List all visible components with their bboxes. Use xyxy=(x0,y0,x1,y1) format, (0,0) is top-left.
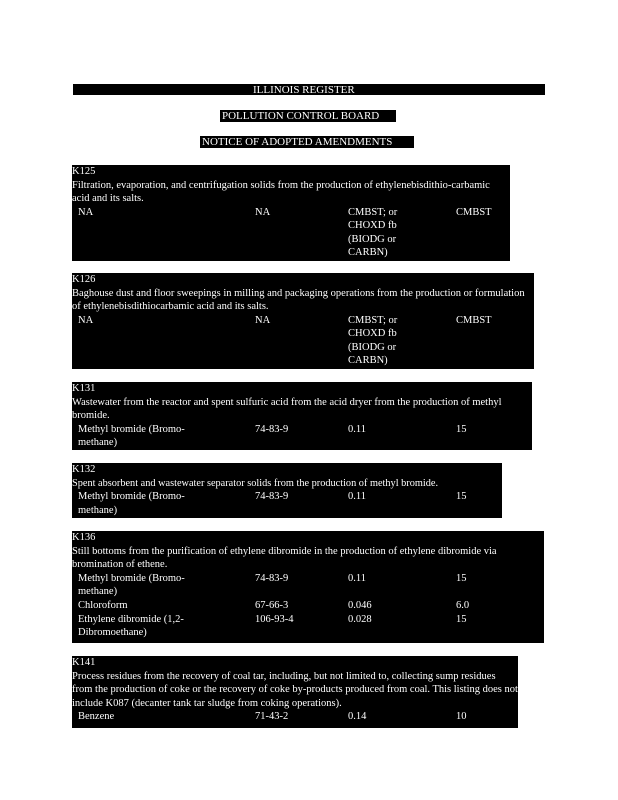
wastewater-cell: 0.028 xyxy=(348,613,372,625)
waste-code: K125 xyxy=(72,166,96,177)
waste-entry-k125 xyxy=(72,165,510,261)
wastewater-cell: 0.14 xyxy=(348,711,367,722)
waste-description: Wastewater from the reactor and spent sulfuric acid from the acid dryer from the production of methyl bromide. xyxy=(72,396,502,421)
constituent-cell: NA xyxy=(78,314,94,326)
nonwastewater-cell: CMBST xyxy=(456,314,492,326)
waste-code: K131 xyxy=(72,383,96,394)
table-row xyxy=(72,599,544,613)
cas-cell: 74-83-9 xyxy=(255,491,289,502)
table-row xyxy=(72,613,544,640)
nonwastewater-cell: 15 xyxy=(456,491,467,502)
waste-code: K126 xyxy=(72,274,96,285)
waste-description: Process residues from the recovery of coal tar, including, but not limited to, collecting sump residues from the production of coke or the recovery of coke by-products produced from coal. This listing does not include K087 (decanter tank tar sludge from coking operations). xyxy=(72,670,518,709)
constituent-cell: NA xyxy=(78,206,94,218)
table-row xyxy=(72,490,502,517)
notice-title: NOTICE OF ADOPTED AMENDMENTS xyxy=(202,136,393,148)
cas-cell: 74-83-9 xyxy=(255,423,289,435)
wastewater-cell: 0.046 xyxy=(348,599,372,611)
wastewater-cell: 0.11 xyxy=(348,572,366,584)
waste-code: K136 xyxy=(72,532,96,543)
waste-entry-k141 xyxy=(72,656,518,728)
cas-cell: 71-43-2 xyxy=(255,711,289,722)
waste-description: Spent absorbent and wastewater separator solids from the production of methyl bromide. xyxy=(72,477,439,489)
nonwastewater-cell: 6.0 xyxy=(456,599,470,611)
table-row xyxy=(72,314,534,368)
constituent-cell: Benzene xyxy=(78,711,115,722)
wastewater-cell: 0.11 xyxy=(348,491,366,502)
waste-description: Still bottoms from the purification of ethylene dibromide in the production of ethylene dibromide via bromination of ethene. xyxy=(72,545,497,570)
constituent-cell: Chloroform xyxy=(78,599,128,611)
nonwastewater-cell: 15 xyxy=(456,423,467,435)
table-row xyxy=(72,423,532,450)
cas-cell: 67-66-3 xyxy=(255,599,289,611)
waste-entry-k136 xyxy=(72,531,544,643)
board-title: POLLUTION CONTROL BOARD xyxy=(222,110,380,122)
nonwastewater-cell: 15 xyxy=(456,572,467,584)
constituent-cell: Ethylene dibromide (1,2-Dibromoethane) xyxy=(78,613,184,638)
cas-cell: 106-93-4 xyxy=(255,613,294,625)
nonwastewater-cell: 10 xyxy=(456,711,467,722)
waste-description: Filtration, evaporation, and centrifugation solids from the production of ethylenebisdithio-carbamic acid and its salts. xyxy=(72,179,490,204)
constituent-cell: Methyl bromide (Bromo-methane) xyxy=(78,423,185,448)
waste-description: Baghouse dust and floor sweepings in milling and packaging operations from the production or formulation of ethylenebisdithiocarbamic acid and its salts. xyxy=(72,287,525,312)
register-title: ILLINOIS REGISTER xyxy=(253,84,355,96)
wastewater-cell: 0.11 xyxy=(348,423,366,435)
wastewater-cell: CMBST; or CHOXD fb (BIODG or CARBN) xyxy=(348,314,398,366)
cas-cell: 74-83-9 xyxy=(255,572,289,584)
waste-entry-k132 xyxy=(72,463,502,518)
table-row xyxy=(72,572,544,599)
cas-cell: NA xyxy=(255,206,271,218)
constituent-cell: Methyl bromide (Bromo-methane) xyxy=(78,491,185,516)
wastewater-cell: CMBST; or CHOXD fb (BIODG or CARBN) xyxy=(348,206,398,258)
cas-cell: NA xyxy=(255,314,271,326)
waste-entry-k131 xyxy=(72,382,532,450)
nonwastewater-cell: 15 xyxy=(456,613,467,625)
table-row xyxy=(72,206,510,260)
table-row xyxy=(72,710,518,724)
waste-code: K132 xyxy=(72,464,96,475)
waste-code: K141 xyxy=(72,657,96,668)
waste-entry-k126 xyxy=(72,273,534,369)
nonwastewater-cell: CMBST xyxy=(456,206,492,218)
constituent-cell: Methyl bromide (Bromo-methane) xyxy=(78,572,185,597)
